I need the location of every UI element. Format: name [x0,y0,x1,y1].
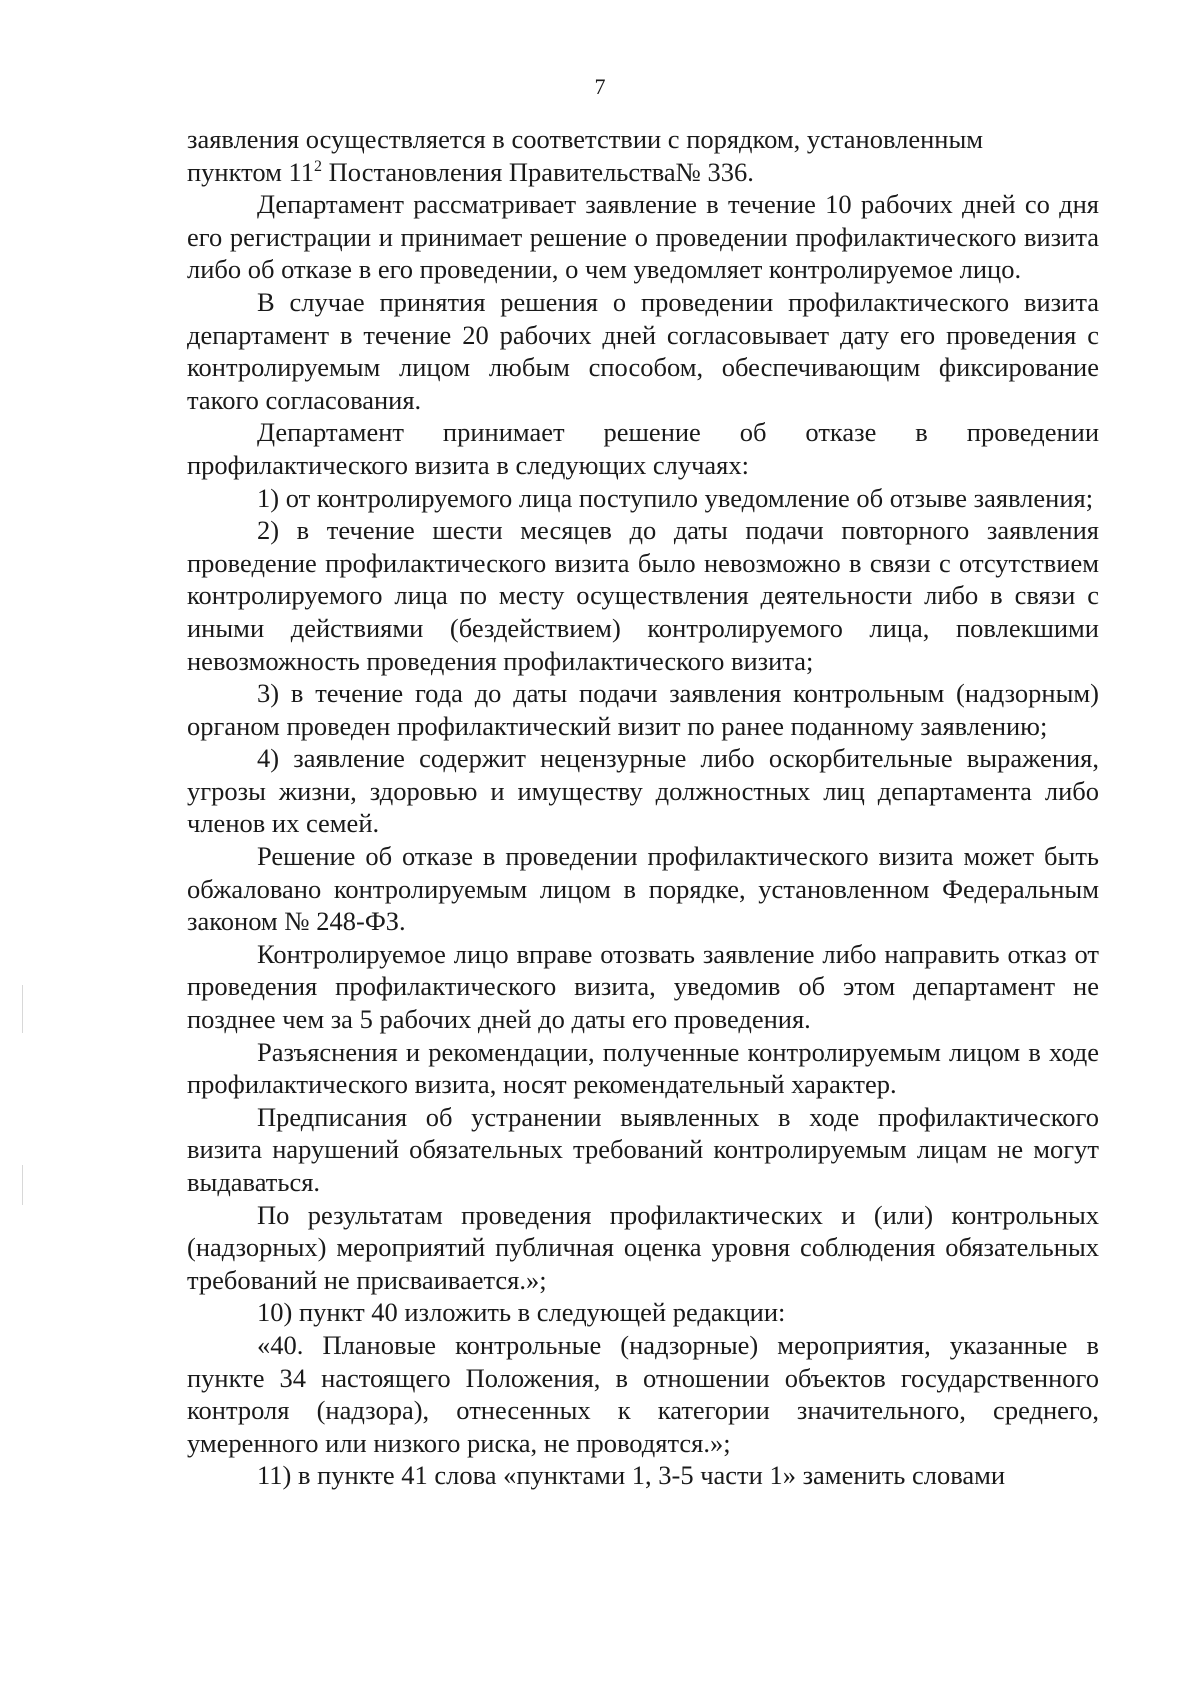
list-item: 2) в течение шести месяцев до даты подачи повторного заявления проведение профилактического визита было невозможно в связи с отсутствием контролируемого лица по месту осуществления деятельности либо в связи с иными действиями (бездействием) контролируемого лица, повлекшими невозможность проведения профилактического визита; [187,515,1099,676]
paragraph: По результатам проведения профилактических и (или) контрольных (надзорных) мероприятий публичная оценка уровня соблюдения обязательных требований не присваивается.»; [187,1199,1099,1295]
document-body [187,123,1099,1492]
scan-edge-mark [22,1165,23,1205]
amendment-item: 10) пункт 40 изложить в следующей редакции: [257,1297,786,1328]
paragraph: Департамент рассматривает заявление в течение 10 рабочих дней со дня его регистрации и принимает решение о проведении профилактического визита либо об отказе в его проведении, о чем уведомляет контролируемое лицо. [187,189,1099,285]
paragraph: Предписания об устранении выявленных в ходе профилактического визита нарушений обязательных требований контролируемым лицам не могут выдаваться. [187,1101,1099,1197]
paragraph: Решение об отказе в проведении профилактического визита может быть обжаловано контролируемым лицом в порядке, установленном Федеральным законом № 248-ФЗ. [187,841,1099,937]
list-item: 3) в течение года до даты подачи заявления контрольным (надзорным) органом проведен профилактический визит по ранее поданному заявлению; [187,678,1099,741]
page-number: 7 [594,74,606,99]
quoted-provision: «40. Плановые контрольные (надзорные) мероприятия, указанные в пункте 34 настоящего Положения, в отношении объектов государственного контроля (надзора), отнесенных к категории значительного, среднего, умеренного или низкого риска, не проводятся.»; [187,1329,1099,1458]
paragraph: заявления осуществляется в соответствии с порядком, установленным [187,124,984,154]
paragraph: Контролируемое лицо вправе отозвать заявление либо направить отказ от проведения профилактического визита, уведомив об этом департамент не позднее чем за 5 рабочих дней до даты его проведения. [187,938,1099,1035]
amendment-item: 11) в пункте 41 слова «пунктами 1, 3-5 части 1» заменить словами [257,1460,1006,1491]
paragraph: Разъяснения и рекомендации, полученные контролируемым лицом в ходе профилактического визита, носят рекомендательный характер. [187,1036,1099,1100]
list-item: 4) заявление содержит нецензурные либо оскорбительные выражения, угрозы жизни, здоровью и имуществу должностных лиц департамента либо членов их семей. [187,743,1099,839]
superscript: 2 [314,157,323,175]
paragraph-text: пунктом 11 [187,156,315,187]
paragraph: Департамент принимает решение об отказе в проведении профилактического визита в следующих случаях: [187,417,1099,480]
paragraph: В случае принятия решения о проведении профилактического визита департамент в течение 20 рабочих дней согласовывает дату его проведения с контролируемым лицом любым способом, обеспечивающим фиксирование такого согласования. [187,286,1099,415]
paragraph [187,156,1099,189]
paragraph-text: Постановления Правительства№ 336. [322,156,754,187]
list-item: 1) от контролируемого лица поступило уведомление об отзыве заявления; [257,482,1094,513]
scan-edge-mark [22,985,23,1033]
